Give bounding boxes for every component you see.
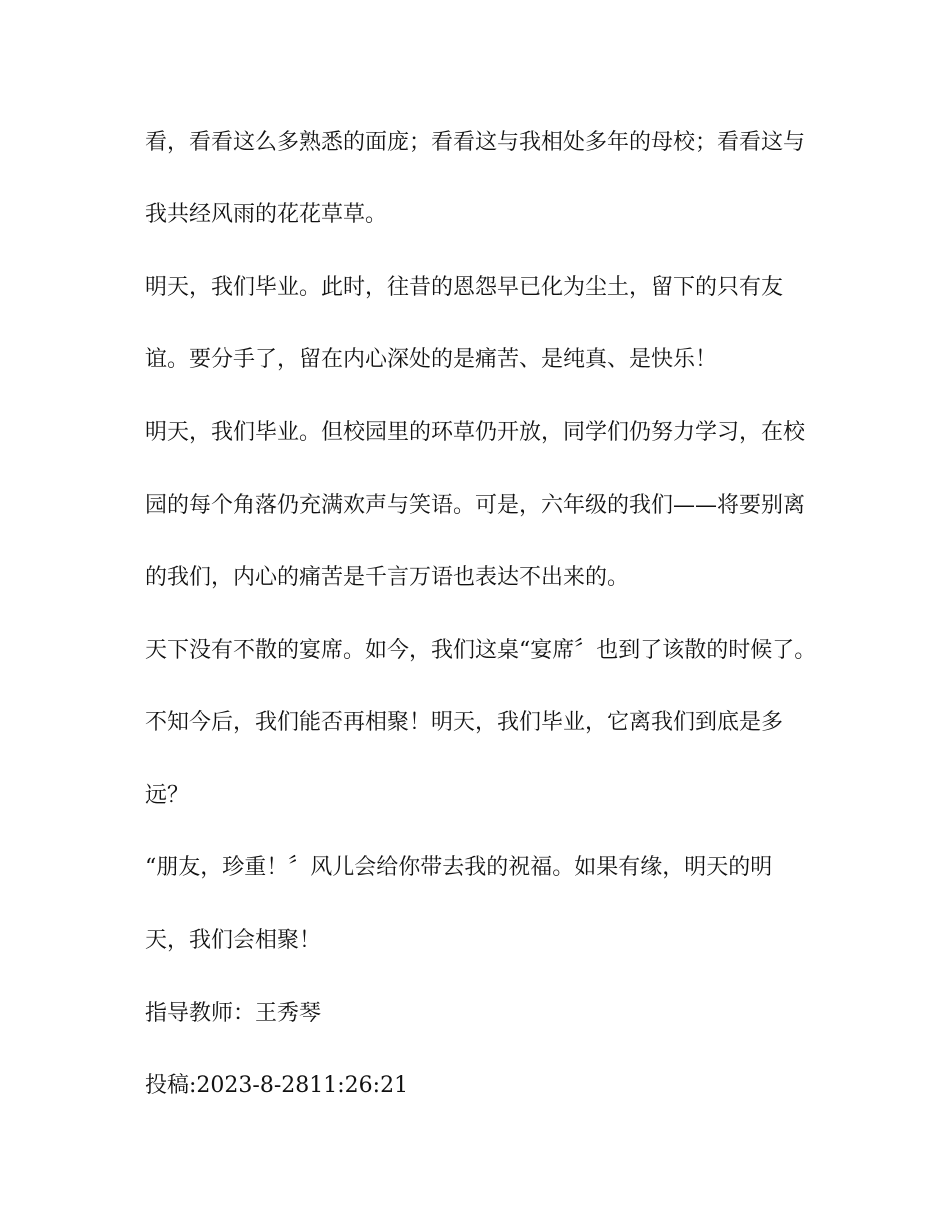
paragraph-line-9: 不知今后，我们能否再相聚！明天，我们毕业，它离我们到底是多 — [145, 710, 784, 735]
paragraph-line-4: 谊。要分手了，留在内心深处的是痛苦、是纯真、是快乐！ — [145, 347, 718, 372]
paragraph-line-1: 看，看看这么多熟悉的面庞；看看这与我相处多年的母校；看看这与 — [145, 130, 806, 155]
paragraph-line-7: 的我们，内心的痛苦是千言万语也表达不出来的。 — [145, 565, 630, 590]
paragraph-line-12: 天，我们会相聚！ — [145, 928, 322, 953]
paragraph-line-2: 我共经风雨的花花草草。 — [145, 202, 388, 227]
paragraph-line-10: 远？ — [145, 783, 190, 808]
paragraph-line-5: 明天，我们毕业。但校园里的环草仍开放，同学们仍努力学习，在校 — [145, 420, 806, 445]
paragraph-line-11: “朋友，珍重！〞风儿会给你带去我的祝福。如果有缘，明天的明 — [145, 855, 773, 880]
submission-timestamp: 投稿:2023-8-2811:26:21 — [145, 1073, 409, 1098]
paragraph-line-3: 明天，我们毕业。此时，往昔的恩怨早已化为尘土，留下的只有友 — [145, 275, 784, 300]
paragraph-line-6: 园的每个角落仍充满欢声与笑语。可是，六年级的我们——将要别离 — [145, 493, 806, 518]
paragraph-line-8: 天下没有不散的宴席。如今，我们这桌“宴席〞也到了该散的时候了。 — [145, 638, 817, 663]
teacher-credit: 指导教师：王秀琴 — [145, 1001, 322, 1026]
